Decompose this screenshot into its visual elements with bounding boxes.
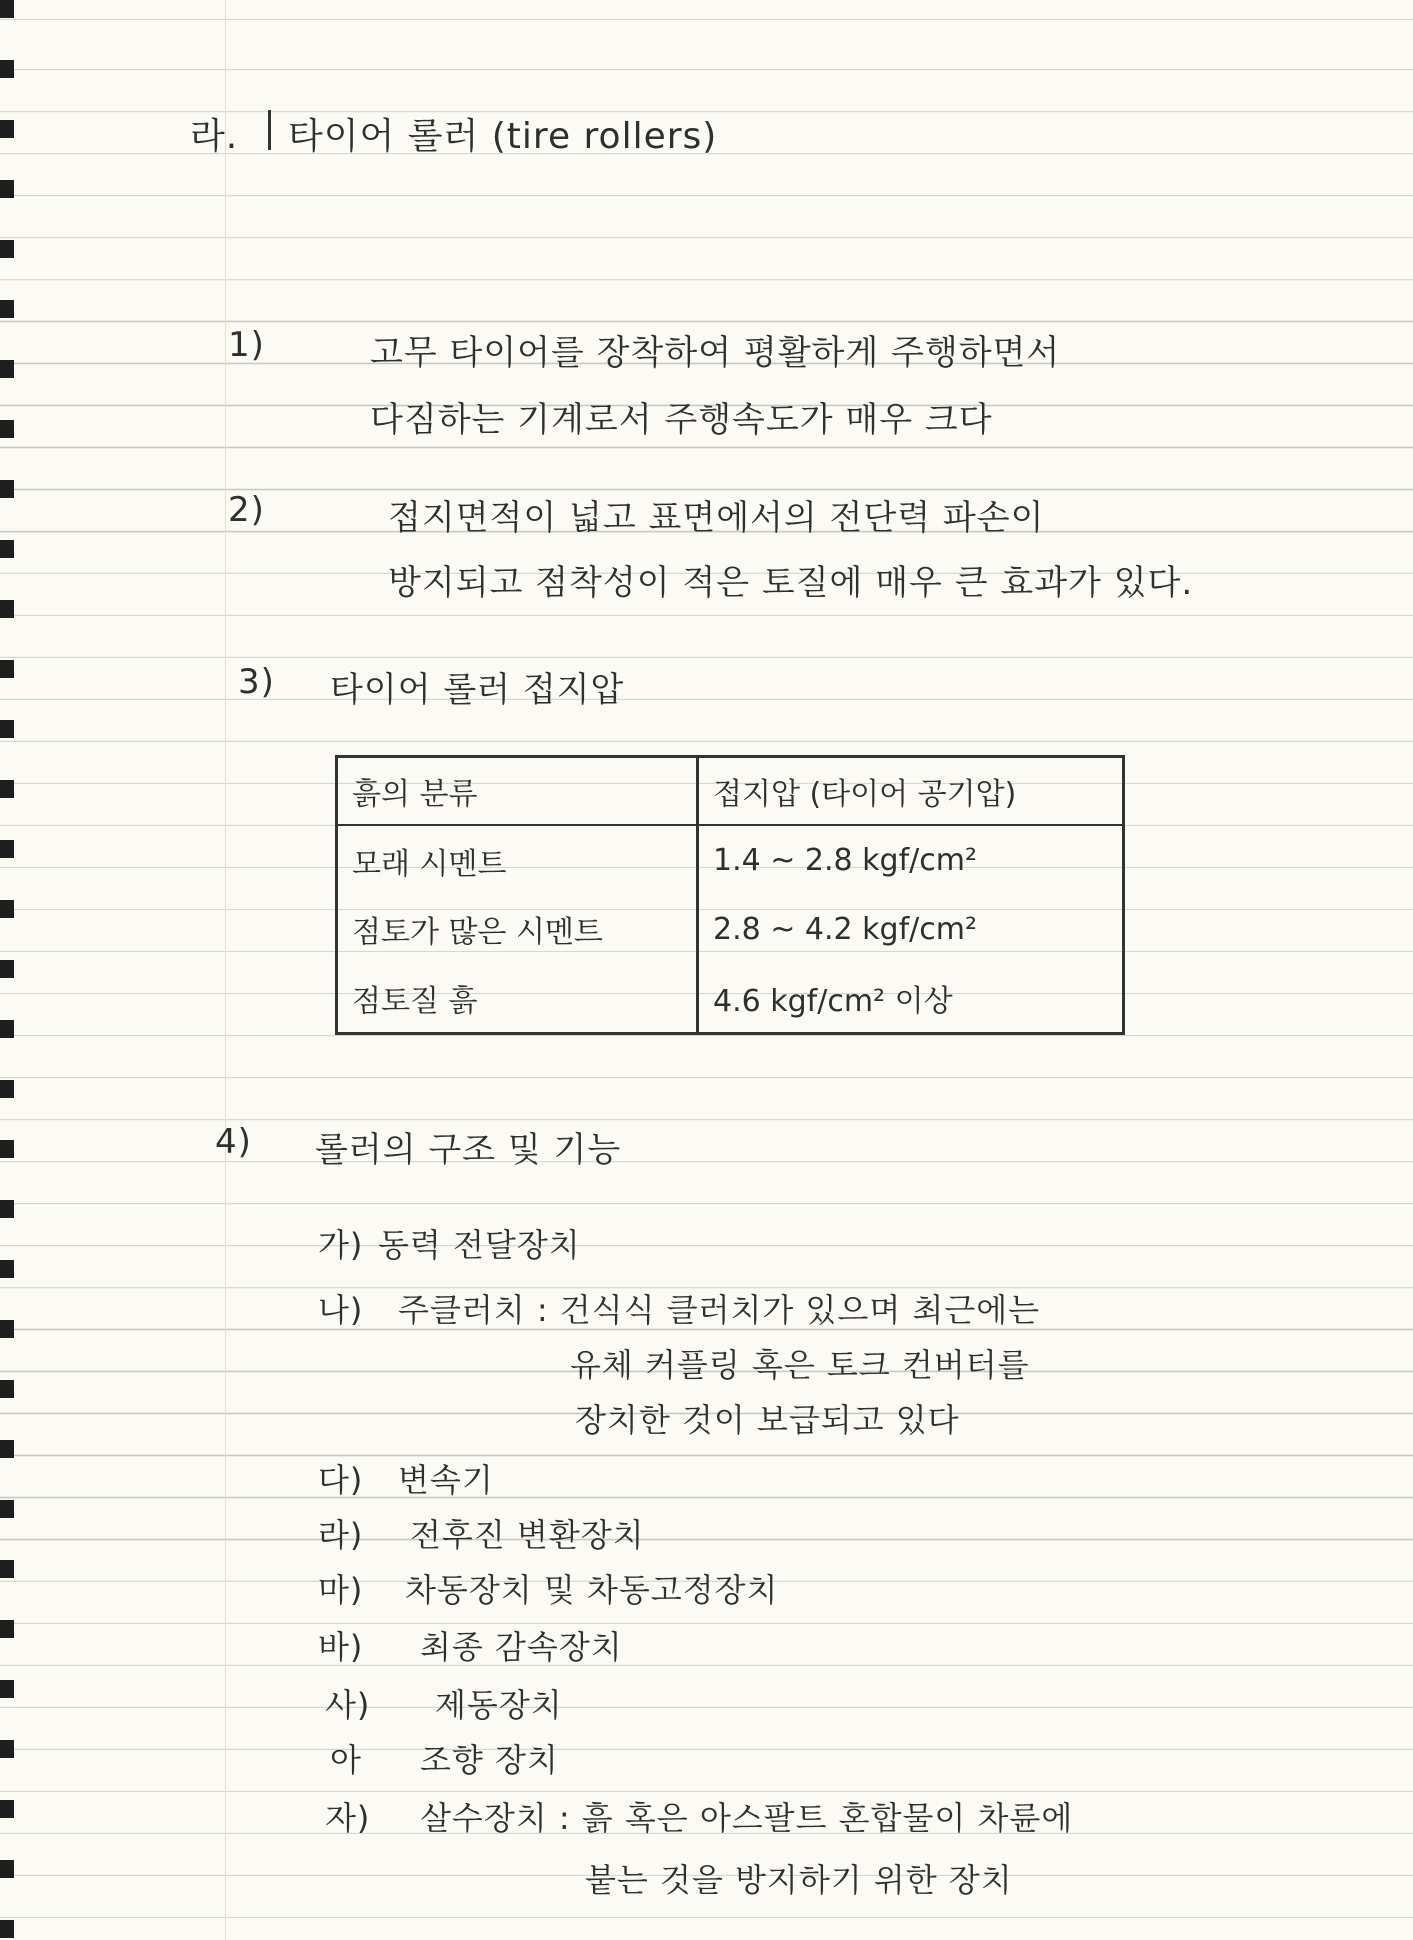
item-line: 고무 타이어를 장착하여 평활하게 주행하면서 [370,333,1061,373]
subitem-continuation: 붙는 것을 방지하기 위한 장치 [585,1861,1013,1899]
subitem-text: 차동장치 및 차동고정장치 [405,1571,779,1609]
table-cell: 1.4 ~ 2.8 kgf/cm² [713,843,977,879]
subitem-text: 제동장치 [435,1686,563,1724]
subitem-label: 라) [318,1516,364,1554]
subitem-text: 살수장치 : 흙 혹은 아스팔트 혼합물이 차륜에 [420,1799,1074,1837]
margin-line [225,0,226,1940]
item-number: 4) [215,1122,252,1162]
subitem-label: 아 [330,1741,362,1779]
item-number: 1) [228,325,265,365]
item-number: 2) [228,490,265,530]
table-cell: 점토가 많은 시멘트 [337,895,698,963]
item-number: 3) [238,662,275,702]
subitem-text: 변속기 [398,1461,494,1499]
spiral-binding [0,0,14,1940]
table-row [337,963,1124,1033]
subitem-label: 자) [325,1799,371,1837]
ground-pressure-table [335,755,1125,1035]
item-line: 방지되고 점착성이 적은 토질에 매우 큰 효과가 있다. [388,563,1194,603]
table-row [337,895,1124,963]
subitem-continuation: 장치한 것이 보급되고 있다 [575,1401,960,1439]
table-row [337,825,1124,895]
item-line: 타이어 롤러 접지압 [330,670,625,710]
subitem-label: 바) [318,1628,364,1666]
subitem-label: 다) [318,1461,364,1499]
section-title: 롤러의 구조 및 기능 [315,1130,622,1170]
table-cell: 점토질 흙 [337,963,698,1033]
heading-title: 타이어 롤러 (tire rollers) [288,116,718,157]
subitem-label: 나) [318,1291,364,1329]
subitem-label: 마) [318,1571,364,1609]
table-cell: 2.8 ~ 4.2 kgf/cm² [713,911,977,947]
subitem-text: 최종 감속장치 [420,1628,623,1666]
subitem-label: 가) [318,1226,364,1264]
subitem-text: 주클러치 : 건식식 클러치가 있으며 최근에는 [398,1291,1041,1329]
table-header-row [337,757,1124,826]
subitem-continuation: 유체 커플링 혹은 토크 컨버터를 [570,1346,1030,1384]
table-cell: 모래 시멘트 [337,825,698,895]
item-line: 다짐하는 기계로서 주행속도가 매우 크다 [370,400,993,440]
subitem-text: 전후진 변환장치 [410,1516,645,1554]
heading-divider [268,110,271,150]
subitem-text: 조향 장치 [420,1741,559,1779]
heading-marker: 라. [190,116,239,157]
subitem-label: 사) [325,1686,371,1724]
table-header: 흙의 분류 [337,757,698,826]
item-line: 접지면적이 넓고 표면에서의 전단력 파손이 [388,498,1045,538]
table-header: 접지압 (타이어 공기압) [698,757,1124,826]
subitem-text: 동력 전달장치 [378,1226,581,1264]
table-cell: 4.6 kgf/cm² 이상 [713,983,953,1019]
